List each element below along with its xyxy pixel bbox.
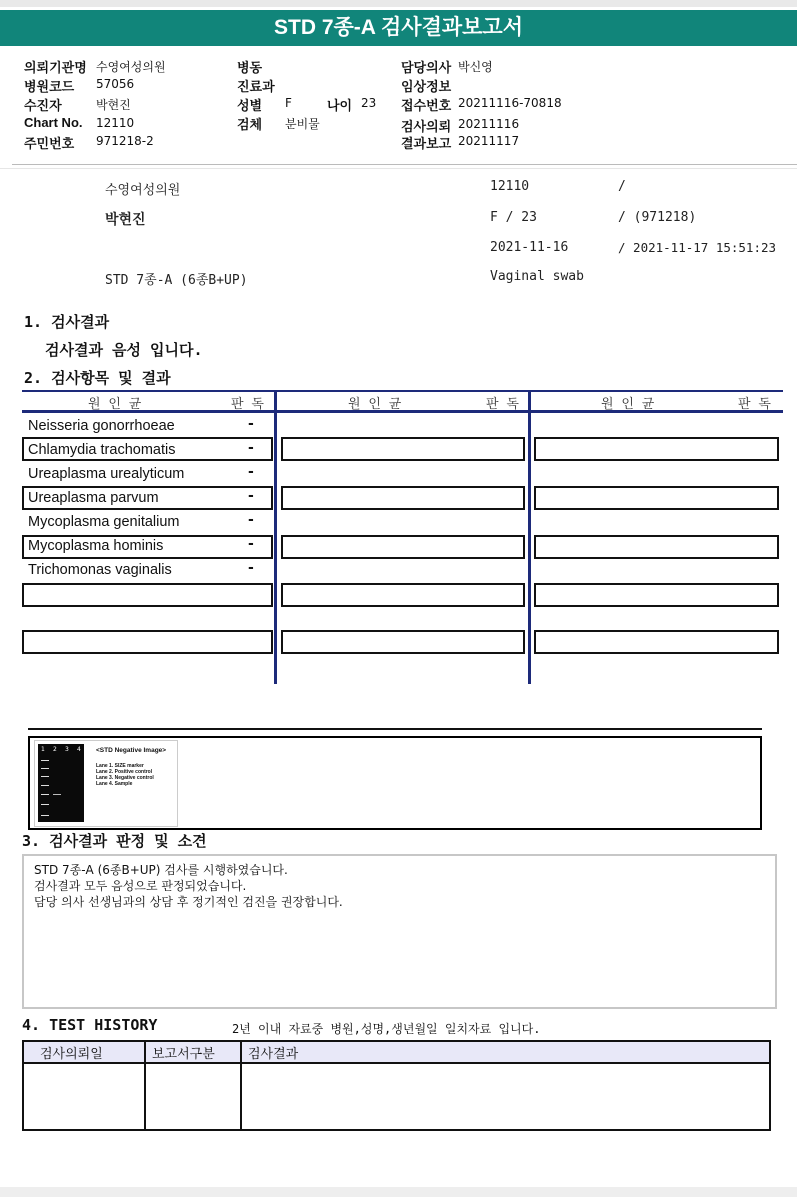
organism-name: Neisseria gonorrhoeae — [28, 418, 175, 434]
organism-result: - — [248, 560, 254, 576]
header-row — [24, 76, 74, 95]
col-header-result: 판 독 — [738, 397, 771, 412]
organism-result: - — [248, 512, 254, 528]
section-heading: 2. 검사항목 및 결과 — [24, 369, 171, 387]
gel-band — [41, 794, 49, 795]
header-label: 성별 — [237, 98, 263, 113]
col-header-result: 판 독 — [231, 397, 264, 412]
header-value: 971218-2 — [96, 134, 154, 148]
row-box — [534, 437, 779, 461]
header-row — [237, 57, 262, 76]
header-value: 박현진 — [96, 98, 131, 112]
patient-slash: / — [618, 179, 626, 194]
history-note: 2년 이내 자료중 병원,성명,생년월일 일치자료 입니다. — [232, 1022, 541, 1036]
header-label: 검체 — [237, 117, 263, 132]
gel-band — [41, 768, 49, 769]
gel-legend: Lane 1. SIZE marker — [96, 763, 144, 769]
header-row — [327, 95, 352, 114]
gel-title: <STD Negative Image> — [96, 747, 167, 754]
gel-legend: Lane 4. Sample — [96, 781, 133, 787]
gel-band — [41, 760, 49, 761]
organism-result: - — [248, 416, 254, 432]
header-label: Chart No. — [24, 115, 83, 130]
row-box — [22, 583, 273, 607]
header-value: 12110 — [96, 116, 135, 130]
header-value: 20211117 — [458, 134, 520, 148]
organism-result: - — [248, 488, 254, 504]
row-box — [22, 630, 273, 654]
organism-name: Mycoplasma hominis — [28, 538, 164, 554]
col-header-organism: 원 인 균 — [601, 397, 655, 412]
history-cell — [145, 1063, 241, 1130]
header-row — [237, 114, 262, 133]
result-summary: 검사결과 음성 입니다. — [45, 341, 203, 359]
gel-band — [41, 804, 49, 805]
header-value: 23 — [361, 96, 377, 110]
header-value: 20211116-70818 — [458, 96, 562, 110]
header-label: 결과보고 — [401, 136, 452, 151]
header-row — [24, 115, 83, 130]
report-datetime: / 2021-11-17 15:51:23 — [618, 240, 777, 255]
header-row — [401, 57, 451, 76]
history-col-date: 검사의뢰일 — [23, 1041, 145, 1063]
patient-chart: 12110 — [490, 179, 530, 194]
header-label: 접수번호 — [401, 98, 452, 113]
header-row — [401, 133, 451, 152]
divider — [28, 728, 762, 730]
lane-number: 4 — [77, 746, 81, 753]
organism-result: - — [248, 464, 254, 480]
header-label: 수진자 — [24, 98, 62, 113]
organism-result: - — [248, 536, 254, 552]
gel-band — [53, 794, 61, 795]
header-row — [401, 95, 451, 114]
patient-sex-age: F / 23 — [490, 210, 537, 225]
specimen: Vaginal swab — [490, 269, 584, 284]
col-header-organism: 원 인 균 — [348, 397, 402, 412]
history-cell — [241, 1063, 770, 1130]
report-title: STD 7종-A 검사결과보고서 — [0, 10, 797, 46]
header-label: 검사의뢰 — [401, 119, 452, 134]
row-box — [281, 486, 525, 510]
receive-date: 2021-11-16 — [490, 240, 569, 255]
row-box — [534, 486, 779, 510]
header-row — [237, 76, 275, 95]
lane-number: 2 — [53, 746, 57, 753]
col-header-result: 판 독 — [486, 397, 519, 412]
patient-hospital: 수영여성의원 — [105, 183, 181, 198]
col-header-organism: 원 인 균 — [88, 397, 142, 412]
header-row — [24, 57, 87, 76]
header-value: F — [285, 96, 292, 110]
organism-result: - — [248, 440, 254, 456]
divider — [0, 168, 797, 169]
column-divider — [528, 390, 531, 684]
header-row — [237, 95, 262, 114]
organism-name: Trichomonas vaginalis — [28, 562, 172, 578]
row-box — [281, 437, 525, 461]
header-value: 수영여성의원 — [96, 60, 166, 74]
row-box — [534, 630, 779, 654]
section-heading: 1. 검사결과 — [24, 313, 110, 331]
organism-name: Mycoplasma genitalium — [28, 514, 180, 530]
test-name: STD 7종-A (6종B+UP) — [105, 273, 248, 288]
header-label: 병동 — [237, 60, 263, 75]
header-value: 20211116 — [458, 117, 520, 131]
gel-legend: Lane 3. Negative control — [96, 775, 154, 781]
gel-image — [34, 740, 178, 827]
header-label: 의뢰기관명 — [24, 60, 87, 75]
patient-birth: / (971218) — [618, 210, 697, 225]
header-label: 진료과 — [237, 79, 275, 94]
header-value: 57056 — [96, 77, 135, 91]
row-box — [281, 630, 525, 654]
organism-name: Ureaplasma parvum — [28, 490, 159, 506]
row-box — [281, 583, 525, 607]
gel-legend: Lane 2. Positive control — [96, 769, 153, 775]
header-value: 분비물 — [285, 117, 320, 131]
header-row — [24, 133, 74, 152]
column-divider — [274, 390, 277, 684]
header-label: 담당의사 — [401, 60, 452, 75]
patient-name: 박현진 — [105, 211, 146, 227]
lane-number: 3 — [65, 746, 69, 753]
header-label: 주민번호 — [24, 136, 75, 151]
row-box — [281, 535, 525, 559]
header-label: 병원코드 — [24, 79, 75, 94]
bottom-strip — [0, 1187, 797, 1197]
table-top-line — [22, 390, 783, 392]
organism-name: Ureaplasma urealyticum — [28, 466, 185, 482]
lane-number: 1 — [41, 746, 45, 753]
organism-name: Chlamydia trachomatis — [28, 442, 176, 458]
top-strip — [0, 0, 797, 7]
header-row — [401, 76, 451, 95]
history-col-result: 검사결과 — [241, 1041, 770, 1063]
history-table — [22, 1040, 771, 1131]
header-label: 임상정보 — [401, 79, 452, 94]
divider — [12, 164, 797, 165]
gel-lanes — [38, 744, 84, 822]
header-row — [24, 95, 62, 114]
gel-band — [41, 785, 49, 786]
opinion-text: STD 7종-A (6종B+UP) 검사를 시행하였습니다. 검사결과 모두 음성으로 판정되었습니다. 담당 의사 선생님과의 상담 후 정기적인 검진을 권장합니다. — [22, 854, 777, 1009]
gel-band — [41, 815, 49, 816]
history-empty-row — [23, 1063, 770, 1130]
header-value: 박신영 — [458, 60, 493, 74]
history-header-row — [23, 1041, 770, 1063]
row-box — [534, 583, 779, 607]
header-label: 나이 — [327, 98, 353, 113]
section-heading: 4. TEST HISTORY — [22, 1016, 158, 1034]
section-heading: 3. 검사결과 판정 및 소견 — [22, 832, 207, 850]
history-col-type: 보고서구분 — [145, 1041, 241, 1063]
gel-band — [41, 776, 49, 777]
history-cell — [23, 1063, 145, 1130]
row-box — [534, 535, 779, 559]
